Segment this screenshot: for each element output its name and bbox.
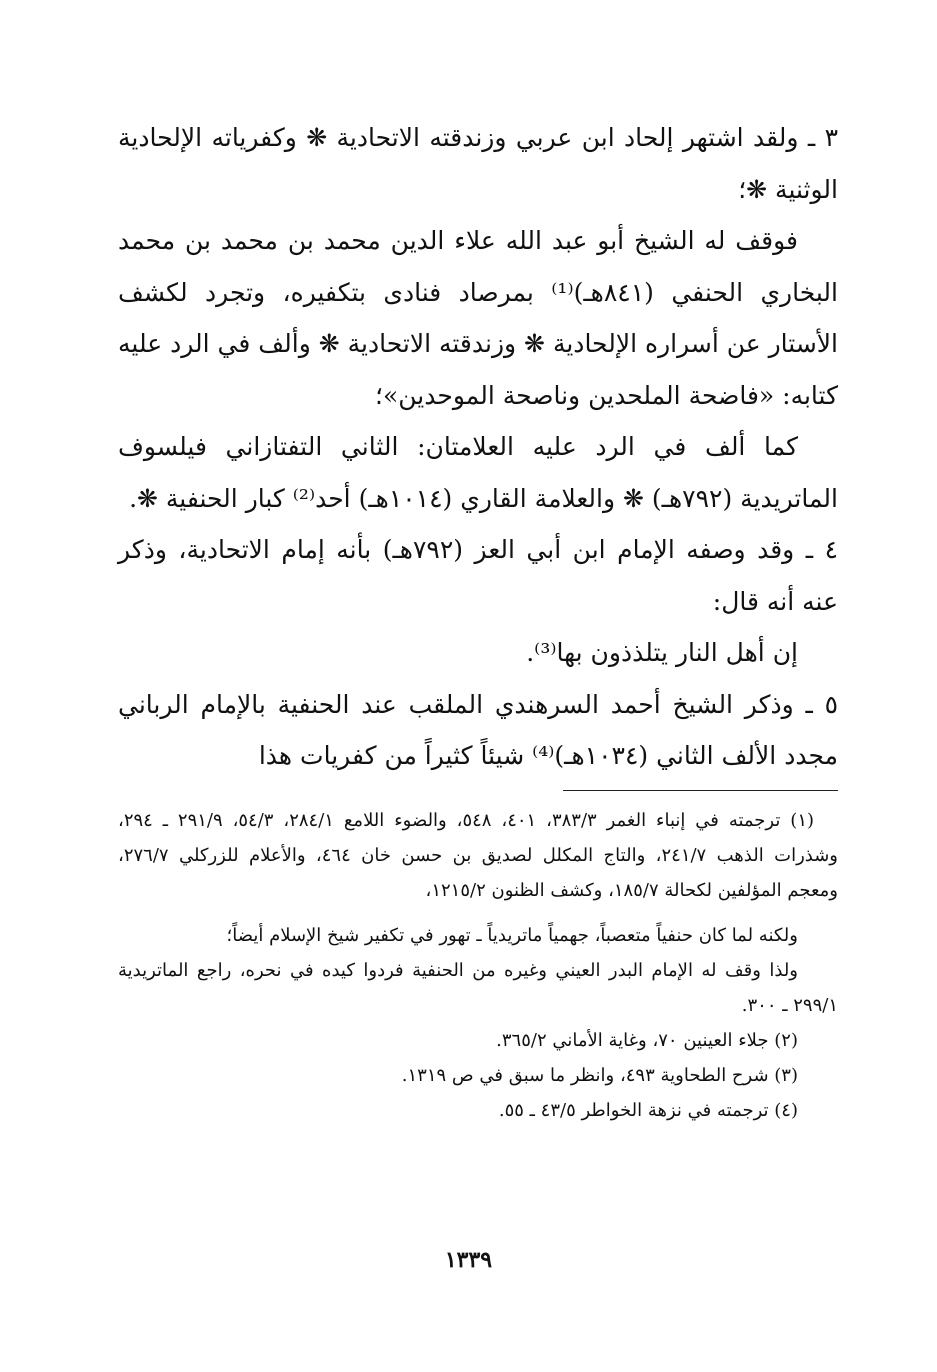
page-content <box>118 112 838 1128</box>
paragraph-bukhari: فوقف له الشيخ أبو عبد الله علاء الدين محمد بن محمد بن محمد البخاري الحنفي (٨٤١هـ)⁽¹⁾ بمرصاد فنادى بتكفيره، وتجرد لكشف الأستار عن أسراره الإلحادية ❋ وزندقته الاتحادية ❋ وألف في الرد عليه كتابه: «فاضحة الملحدين وناصحة الموحدين»؛ <box>118 226 838 410</box>
footnote-1-continuation-a: ولكنه لما كان حنفياً متعصباً، جهمياً ماتريدياً ـ تهور في تكفير شيخ الإسلام أيضاً؛ <box>226 924 798 946</box>
footnote-divider <box>563 790 838 791</box>
footnote-1-continuation-b: ولذا وقف له الإمام البدر العيني وغيره من الحنفية فردوا كيده في نحره، راجع الماتريدية ٢٩٩/١ ـ ٣٠٠. <box>118 959 838 1016</box>
footnote-2: (٢) جلاء العينين ٧٠، وغاية الأماني ٣٦٥/٢. <box>496 1029 798 1051</box>
paragraph-3-heading: ٣ ـ ولقد اشتهر إلحاد ابن عربي وزندقته الاتحادية ❋ وكفرياته الإلحادية الوثنية ❋؛ <box>118 123 838 204</box>
main-text <box>118 112 838 782</box>
paragraph-4-ibn-abi-al-izz: ٤ ـ وقد وصفه الإمام ابن أبي العز (٧٩٢هـ) بأنه إمام الاتحادية، وذكر عنه أنه قال: <box>118 535 838 616</box>
footnote-4: (٤) ترجمته في نزهة الخواطر ٤٣/٥ ـ ٥٥. <box>498 1099 798 1121</box>
paragraph-taftazani: كما ألف في الرد عليه العلامتان: الثاني التفتازاني فيلسوف الماتريدية (٧٩٢هـ) ❋ والعلامة القاري (١٠١٤هـ) أحد⁽²⁾ كبار الحنفية ❋. <box>118 432 838 513</box>
footnote-divider-wrap <box>118 782 838 803</box>
paragraph-quote: إن أهل النار يتلذذون بها⁽³⁾. <box>526 638 798 667</box>
footnotes <box>118 803 838 1128</box>
paragraph-5-sirhindi: ٥ ـ وذكر الشيخ أحمد السرهندي الملقب عند الحنفية بالإمام الرباني مجدد الألف الثاني (١٠٣٤هـ)⁽⁴⁾ شيئاً كثيراً من كفريات هذا <box>118 689 838 770</box>
footnote-3: (٣) شرح الطحاوية ٤٩٣، وانظر ما سبق في ص ١٣١٩. <box>401 1064 798 1086</box>
page-number: ١٣٣٩ <box>444 1247 493 1273</box>
footnote-1: (١) ترجمته في إنباء الغمر ٣٨٣/٣، ٤٠١، ٥٤٨، والضوء اللامع ٢٨٤/١، ٥٤/٣، ٢٩١/٩ ـ ٢٩٤، وشذرات الذهب ٢٤١/٧، والتاج المكلل لصديق بن حسن خان ٤٦٤، والأعلام للزركلي ٢٧٦/٧، ومعجم المؤلفين لكحالة ١٨٥/٧، وكشف الظنون ١٢١٥/٢، <box>118 809 838 901</box>
